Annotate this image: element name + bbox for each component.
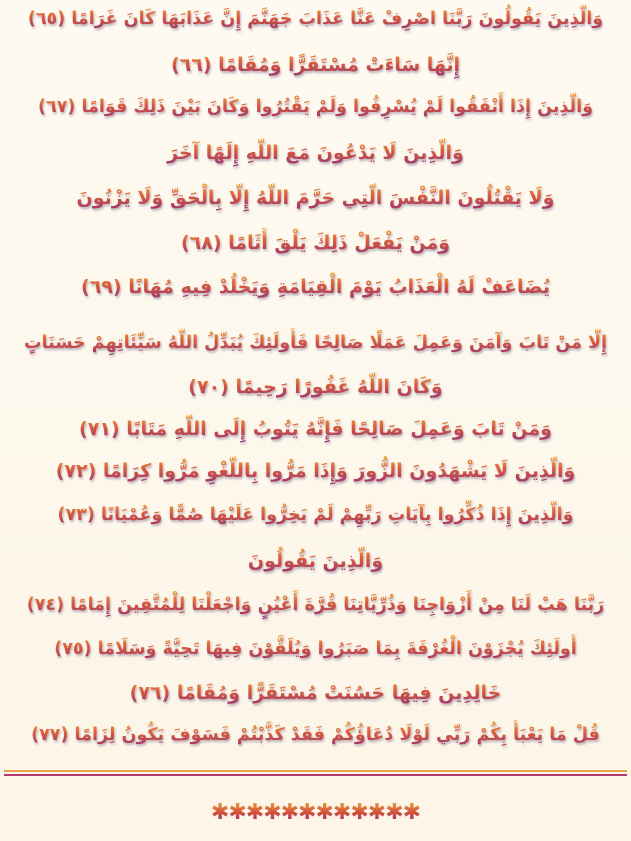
verse-line: وَالَّذِينَ إِذَا ذُكِّرُوا بِآيَاتِ رَبِّهِمْ لَمْ يَخِرُّوا عَلَيْهَا صُمًّا وَعُمْيَانًا (٧٣): [8, 500, 623, 530]
verse-line: وَالَّذِينَ يَقُولُونَ: [8, 546, 623, 576]
verse-line: وَالَّذِينَ لَا يَشْهَدُونَ الزُّورَ وَإِذَا مَرُّوا بِاللَّغْوِ مَرُّوا كِرَامًا (٧٢): [8, 456, 623, 486]
verse-line: وَالَّذِينَ لَا يَدْعُونَ مَعَ اللَّهِ إِلَهًا آخَرَ: [8, 138, 623, 168]
verse-line: وَالَّذِينَ إِذَا أَنْفَقُوا لَمْ يُسْرِفُوا وَلَمْ يَقْتُرُوا وَكَانَ بَيْنَ ذَلِكَ قَوَامًا (٦٧): [8, 92, 623, 122]
divider-line: [4, 770, 627, 772]
verse-line: يُضَاعَفْ لَهُ الْعَذَابُ يَوْمَ الْقِيَامَةِ وَيَخْلُدْ فِيهِ مُهَانًا (٦٩): [8, 272, 623, 302]
verse-line: وَالَّذِينَ يَقُولُونَ رَبَّنَا اصْرِفْ عَنَّا عَذَابَ جَهَنَّمَ إِنَّ عَذَابَهَا كَانَ غَرَامًا (٦٥): [8, 4, 623, 34]
verse-line: وَمَنْ تَابَ وَعَمِلَ صَالِحًا فَإِنَّهُ يَتُوبُ إِلَى اللَّهِ مَتَابًا (٧١): [8, 414, 623, 444]
divider-line: [4, 774, 627, 776]
verse-line: وَكَانَ اللَّهُ غَفُورًا رَحِيمًا (٧٠): [8, 372, 623, 402]
verse-line: وَمَنْ يَفْعَلْ ذَلِكَ يَلْقَ أَثَامًا (٦٨): [8, 228, 623, 258]
ornament-border: ✱✱✱✱✱✱✱✱✱✱✱✱: [0, 800, 631, 825]
verse-line: إِلَّا مَنْ تَابَ وَآمَنَ وَعَمِلَ عَمَلًا صَالِحًا فَأُولَئِكَ يُبَدِّلُ اللَّهُ سَيِّئَاتِهِمْ حَسَنَاتٍ: [8, 328, 623, 358]
verse-line: رَبَّنَا هَبْ لَنَا مِنْ أَزْوَاجِنَا وَذُرِّيَّاتِنَا قُرَّةَ أَعْيُنٍ وَاجْعَلْنَا لِلْمُتَّقِينَ إِمَامًا (٧٤): [8, 590, 623, 620]
verse-line: إِنَّهَا سَاءَتْ مُسْتَقَرًّا وَمُقَامًا (٦٦): [8, 50, 623, 80]
verse-line: قُلْ مَا يَعْبَأُ بِكُمْ رَبِّي لَوْلَا دُعَاؤُكُمْ فَقَدْ كَذَّبْتُمْ فَسَوْفَ يَكُونُ لِزَامًا (٧٧): [8, 720, 623, 750]
verse-line: أُولَئِكَ يُجْزَوْنَ الْغُرْفَةَ بِمَا صَبَرُوا وَيُلَقَّوْنَ فِيهَا تَحِيَّةً وَسَلَامًا (٧٥): [8, 634, 623, 664]
verse-line: خَالِدِينَ فِيهَا حَسُنَتْ مُسْتَقَرًّا وَمُقَامًا (٧٦): [8, 678, 623, 708]
verse-line: وَلَا يَقْتُلُونَ النَّفْسَ الَّتِي حَرَّمَ اللَّهُ إِلَّا بِالْحَقِّ وَلَا يَزْنُونَ: [8, 183, 623, 213]
